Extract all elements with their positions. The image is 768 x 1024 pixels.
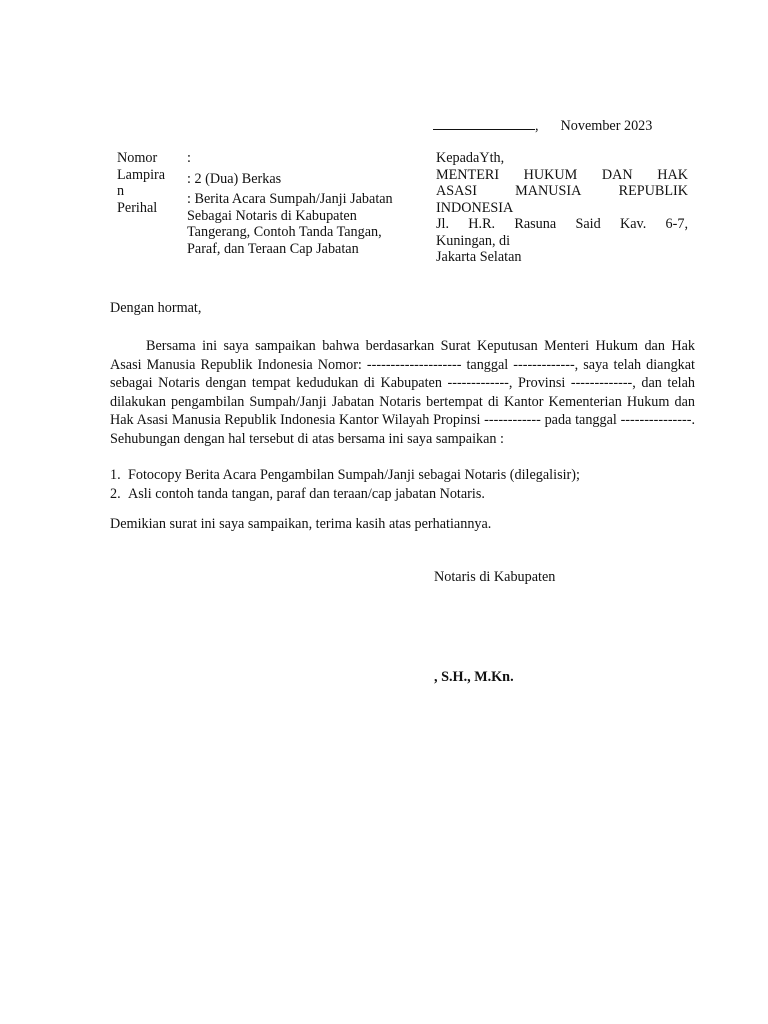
recipient-line: Jl. H.R. Rasuna Said Kav. 6-7, [436, 216, 688, 232]
meta-labels [117, 150, 167, 216]
perihal-line: : Berita Acara Sumpah/Janji Jabatan [187, 191, 393, 207]
list-number: 1. [110, 467, 121, 483]
nomor-value: : [187, 150, 191, 166]
list-number: 2. [110, 485, 121, 502]
date-comma: , [535, 118, 539, 134]
body-paragraph-text: Bersama ini saya sampaikan bahwa berdasarkan Surat Keputusan Menteri Hukum dan Hak Asasi Manusia Republik Indonesia Nomor: -------------------- tanggal -------------, saya telah diangkat sebagai Notaris dengan tempat kedudukan di Kabupaten -------------, Provinsi -------------, dan telah dilakukan pengambilan Sumpah/Janji Jabatan Notaris bertempat di Kantor Kementerian Hukum dan Hak Asasi Manusia Republik Indonesia Kantor Wilayah Propinsi ------------ pada tanggal ---------------. Sehubungan dengan hal tersebut di atas bersama ini saya sampaikan : [110, 338, 695, 447]
recipient-line: ASASI MANUSIA REPUBLIK [436, 183, 688, 199]
greeting: Dengan hormat, [110, 300, 202, 316]
label-lampiran-part1: Lampira [117, 166, 166, 183]
perihal-line: Tangerang, Contoh Tanda Tangan, [187, 224, 382, 240]
signature-name: , S.H., M.Kn. [434, 669, 514, 685]
date-month-year: November 2023 [560, 118, 653, 134]
perihal-line: Sebagai Notaris di Kabupaten [187, 207, 357, 224]
letter-date [433, 116, 683, 135]
label-lampiran-part2: n [117, 183, 125, 199]
recipient-line: MENTERI HUKUM DAN HAK [436, 166, 688, 183]
recipient-line: Kuningan, di [436, 232, 511, 249]
label-perihal: Perihal [117, 199, 158, 216]
list-text: Asli contoh tanda tangan, paraf dan teraan/cap jabatan Notaris. [128, 485, 485, 502]
list-item [110, 466, 695, 485]
list-item [110, 485, 695, 504]
label-nomor: Nomor [117, 150, 158, 166]
signature-place: Notaris di Kabupaten [434, 569, 556, 585]
lampiran-value: : 2 (Dua) Berkas [187, 170, 282, 187]
meta-values [187, 150, 417, 257]
recipient-line: KepadaYth, [436, 150, 505, 166]
body-paragraph [110, 337, 695, 449]
attachment-list [110, 466, 695, 503]
closing-sentence: Demikian surat ini saya sampaikan, terima kasih atas perhatiannya. [110, 516, 492, 532]
perihal-line: Paraf, dan Teraan Cap Jabatan [187, 240, 359, 257]
date-blank-line [433, 116, 535, 130]
recipient-line: Jakarta Selatan [436, 249, 522, 265]
recipient-address [436, 150, 688, 266]
list-text: Fotocopy Berita Acara Pengambilan Sumpah/Janji sebagai Notaris (dilegalisir); [128, 467, 580, 483]
recipient-line: INDONESIA [436, 199, 514, 216]
